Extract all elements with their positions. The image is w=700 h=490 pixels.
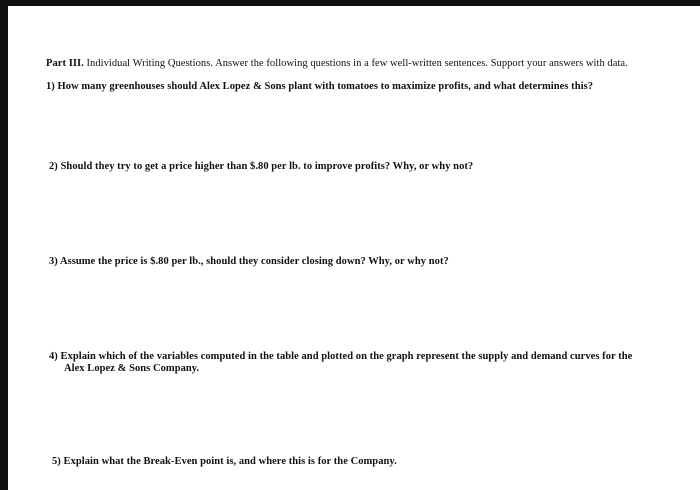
part-instructions: Individual Writing Questions. Answer the following questions in a few well-written sentences. Support your answers with data.	[86, 58, 628, 69]
question-text: Explain what the Break-Even point is, and where this is for the Company.	[63, 456, 397, 467]
question-4-continuation: Alex Lopez & Sons Company.	[64, 363, 200, 374]
question-number: 1)	[46, 81, 55, 92]
question-number: 5)	[52, 456, 61, 467]
question-number: 2)	[49, 161, 58, 172]
question-5	[52, 456, 397, 467]
question-3	[49, 256, 449, 267]
question-number: 4)	[49, 351, 58, 362]
part-label: Part III.	[46, 58, 84, 69]
question-text: Should they try to get a price higher than $.80 per lb. to improve profits? Why, or why not?	[60, 161, 474, 172]
question-text: Assume the price is $.80 per lb., should they consider closing down? Why, or why not?	[59, 256, 449, 267]
question-text: How many greenhouses should Alex Lopez & Sons plant with tomatoes to maximize profits, and what determines this?	[57, 81, 594, 92]
question-4	[49, 351, 632, 362]
question-number: 3)	[49, 256, 58, 267]
question-2	[49, 161, 473, 172]
part-header	[46, 58, 628, 69]
document-page	[8, 6, 700, 490]
question-1	[46, 81, 593, 92]
question-text: Explain which of the variables computed in the table and plotted on the graph represent the supply and demand curves for the	[60, 351, 633, 362]
